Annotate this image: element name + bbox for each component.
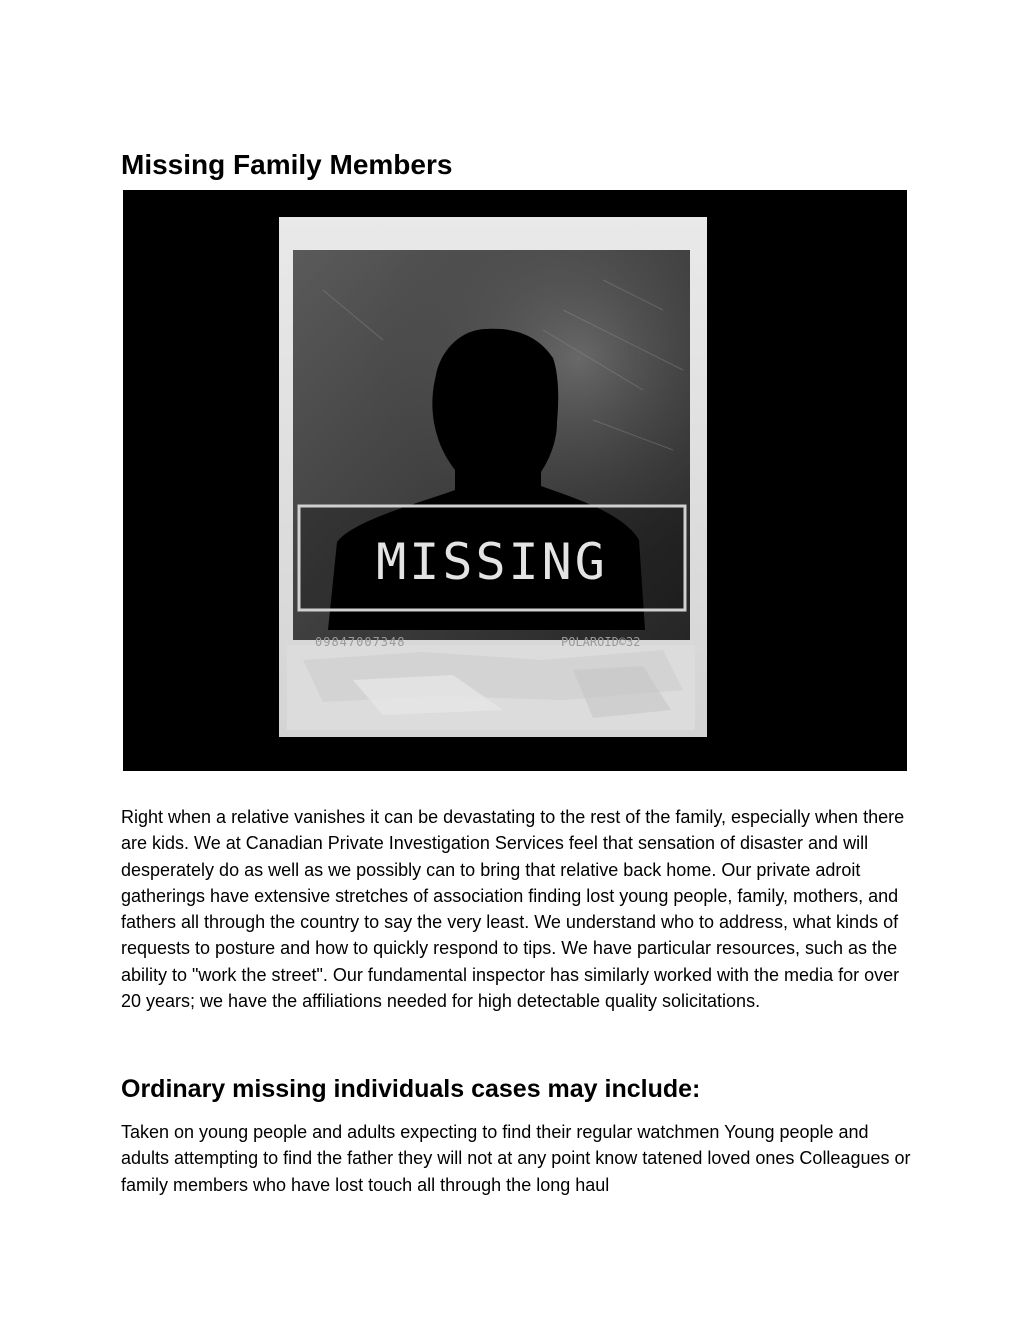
intro-paragraph: Right when a relative vanishes it can be devastating to the rest of the family, especially when there are kids. We at Canadian Private Investigation Services feel that sensation of disaster and will desperately do as well as we possibly can to bring that relative back home. Our private adroit gatherings have extensive stretches of association finding lost young people, family, mothers, and fathers all through the country to say the very least. We understand who to address, what kinds of requests to posture and how to quickly respond to tips. We have particular resources, such as the ability to "work the street". Our fundamental inspector has similarly worked with the media for over 20 years; we have the affiliations needed for high detectable quality solicitations. bbox=[121, 807, 905, 1012]
film-brand-text: POLAROID©32 bbox=[561, 635, 641, 649]
polaroid-illustration bbox=[123, 190, 907, 771]
missing-person-photo bbox=[123, 190, 907, 771]
page-title: Missing Family Members bbox=[121, 149, 453, 180]
missing-sign-text: MISSING bbox=[376, 533, 608, 591]
cases-paragraph: Taken on young people and adults expecting to find their regular watchmen Young people and adults attempting to find the father they will not at any point know tatened loved ones Colleagues or family members who have lost touch all through the long haul bbox=[121, 1122, 911, 1195]
cases-heading: Ordinary missing individuals cases may include: bbox=[121, 1075, 701, 1103]
film-serial-text: 09847007348 bbox=[315, 635, 406, 649]
